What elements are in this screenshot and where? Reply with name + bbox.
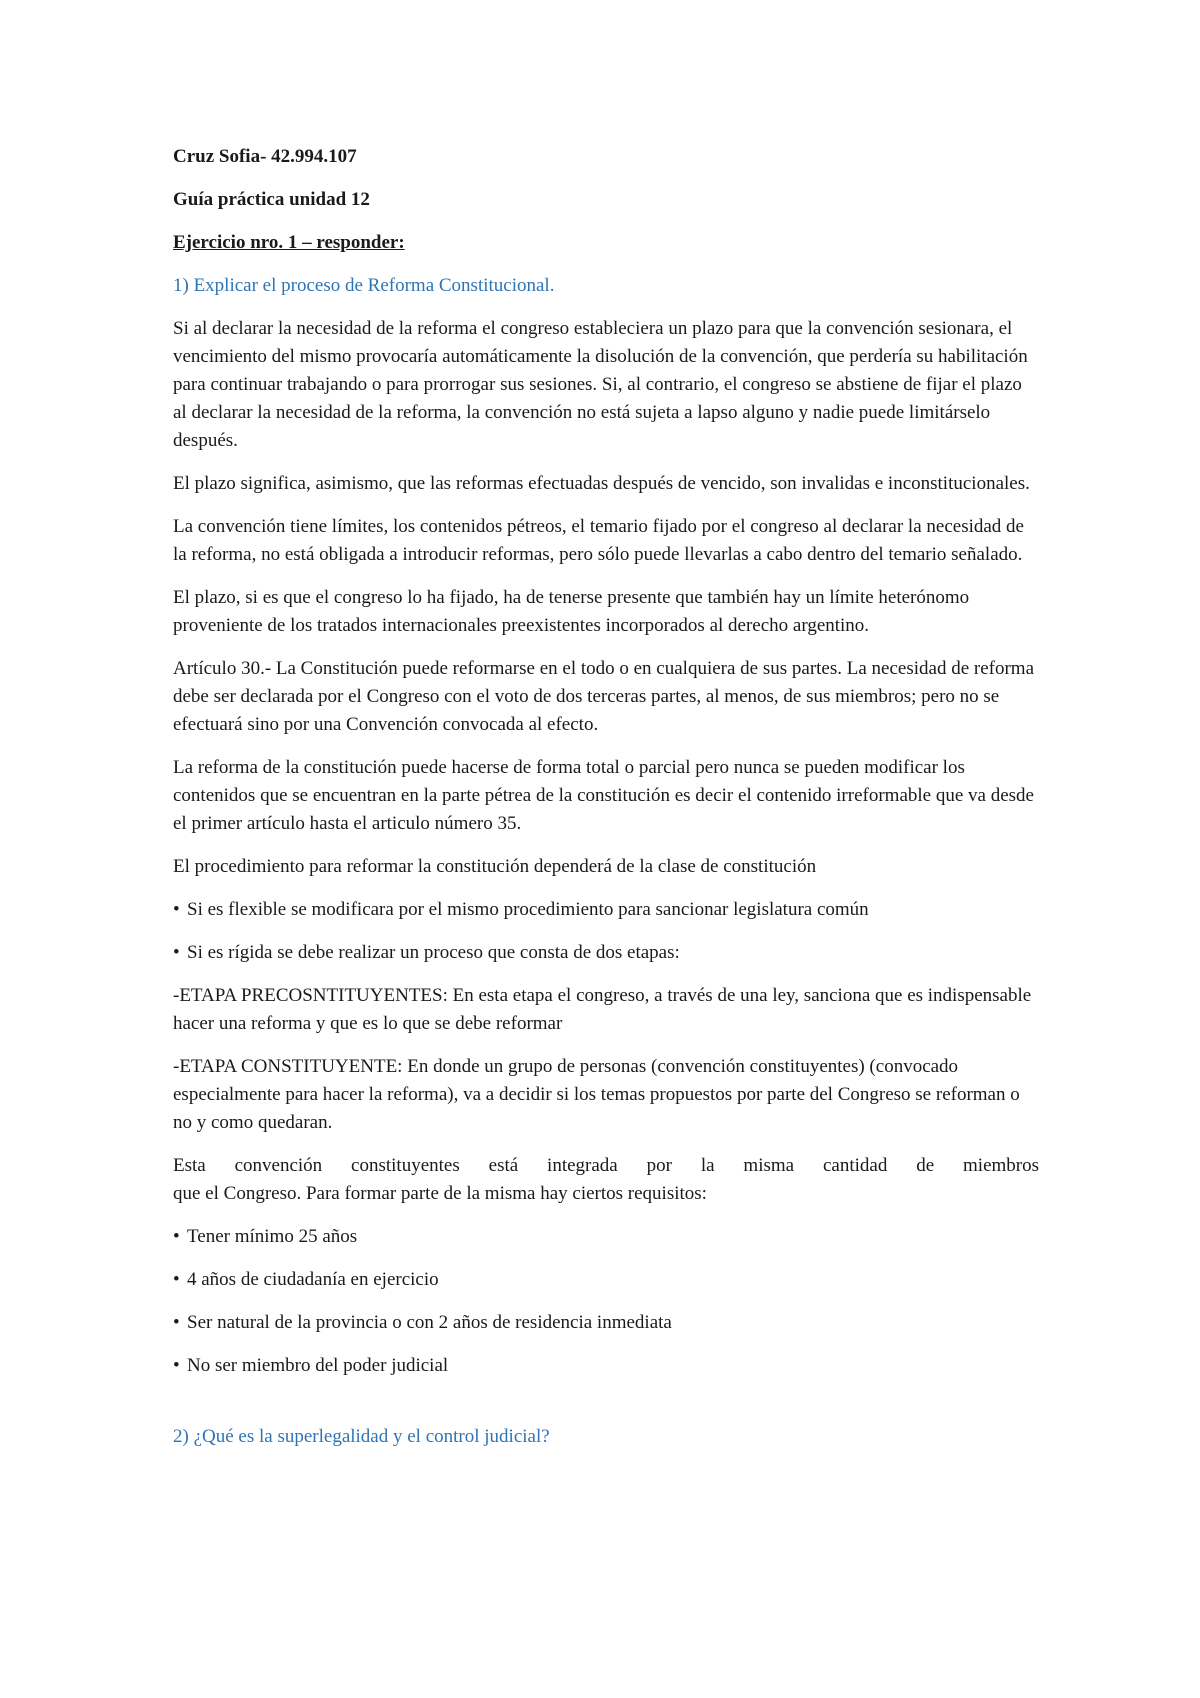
- paragraph-line: que el Congreso. Para formar parte de la misma hay ciertos requisitos:: [173, 1183, 707, 1204]
- question-2: 2) ¿Qué es la superlegalidad y el control judicial?: [173, 1426, 550, 1447]
- list-item: [173, 896, 1039, 924]
- paragraph-line: Esta convención constituyentes está integrada por la misma cantidad de miembros: [173, 1155, 1039, 1176]
- list-item-text: Si es flexible se modificara por el mismo procedimiento para sancionar legislatura común: [187, 899, 869, 920]
- bullet-icon: •: [173, 1312, 180, 1333]
- bullet-icon: •: [173, 899, 180, 920]
- paragraph-etapa-constituyente: -ETAPA CONSTITUYENTE: En donde un grupo de personas (convención constituyentes) (convocado especialmente para hacer la reforma), va a decidir si los temas propuestos por parte del Congreso se reforman o no y como quedaran.: [173, 1056, 1020, 1133]
- list-item-text: No ser miembro del poder judicial: [187, 1355, 449, 1376]
- list-item: [173, 1223, 1039, 1251]
- paragraph-procedimiento: El procedimiento para reformar la constitución dependerá de la clase de constitución: [173, 856, 817, 877]
- paragraph-reforma-total-parcial: La reforma de la constitución puede hacerse de forma total o parcial pero nunca se pueden modificar los contenidos que se encuentran en la parte pétrea de la constitución es decir el contenido irreformable que va desde el primer artículo hasta el articulo número 35.: [173, 757, 1034, 834]
- paragraph-plazo-convencion: Si al declarar la necesidad de la reforma el congreso estableciera un plazo para que la convención sesionara, el vencimiento del mismo provocaría automáticamente la disolución de la convención, que perdería su habilitación para continuar trabajando o para prorrogar sus sesiones. Si, al contrario, el congreso se abstiene de fijar el plazo al declarar la necesidad de la reforma, la convención no está sujeta a lapso alguno y nadie puede limitárselo después.: [173, 318, 1028, 451]
- list-item: [173, 939, 1039, 967]
- paragraph-plazo-invalidas: El plazo significa, asimismo, que las reformas efectuadas después de vencido, son invalidas e inconstitucionales.: [173, 473, 1030, 494]
- list-item-text: 4 años de ciudadanía en ejercicio: [187, 1269, 439, 1290]
- guide-title: Guía práctica unidad 12: [173, 189, 370, 210]
- paragraph-convencion-integrada: [173, 1152, 1039, 1208]
- bullet-icon: •: [173, 1226, 180, 1247]
- bullet-icon: •: [173, 1355, 180, 1376]
- list-item-text: Ser natural de la provincia o con 2 años de residencia inmediata: [187, 1312, 672, 1333]
- list-item: [173, 1352, 1039, 1380]
- list-item-text: Si es rígida se debe realizar un proceso que consta de dos etapas:: [187, 942, 680, 963]
- paragraph-limite-heteronomo: El plazo, si es que el congreso lo ha fijado, ha de tenerse presente que también hay un límite heterónomo proveniente de los tratados internacionales preexistentes incorporados al derecho argentino.: [173, 587, 970, 636]
- list-item-text: Tener mínimo 25 años: [187, 1226, 358, 1247]
- list-item: [173, 1266, 1039, 1294]
- paragraph-etapa-preconstituyente: -ETAPA PRECOSNTITUYENTES: En esta etapa el congreso, a través de una ley, sanciona que es indispensable hacer una reforma y que es lo que se debe reformar: [173, 985, 1032, 1034]
- blank-line: [173, 1395, 1039, 1423]
- student-name-id: Cruz Sofia- 42.994.107: [173, 146, 357, 167]
- exercise-title: Ejercicio nro. 1 – responder:: [173, 232, 405, 253]
- paragraph-limites-convencion: La convención tiene límites, los contenidos pétreos, el temario fijado por el congreso al declarar la necesidad de la reforma, no está obligada a introducir reformas, pero sólo puede llevarlas a cabo dentro del temario señalado.: [173, 516, 1024, 565]
- document-body: [173, 143, 1039, 1466]
- paragraph-articulo-30: Artículo 30.- La Constitución puede reformarse en el todo o en cualquiera de sus partes. La necesidad de reforma debe ser declarada por el Congreso con el voto de dos terceras partes, al menos, de sus miembros; pero no se efectuará sino por una Convención convocada al efecto.: [173, 658, 1035, 735]
- bullet-icon: •: [173, 1269, 180, 1290]
- bullet-icon: •: [173, 942, 180, 963]
- list-item: [173, 1309, 1039, 1337]
- question-1: 1) Explicar el proceso de Reforma Constitucional.: [173, 275, 555, 296]
